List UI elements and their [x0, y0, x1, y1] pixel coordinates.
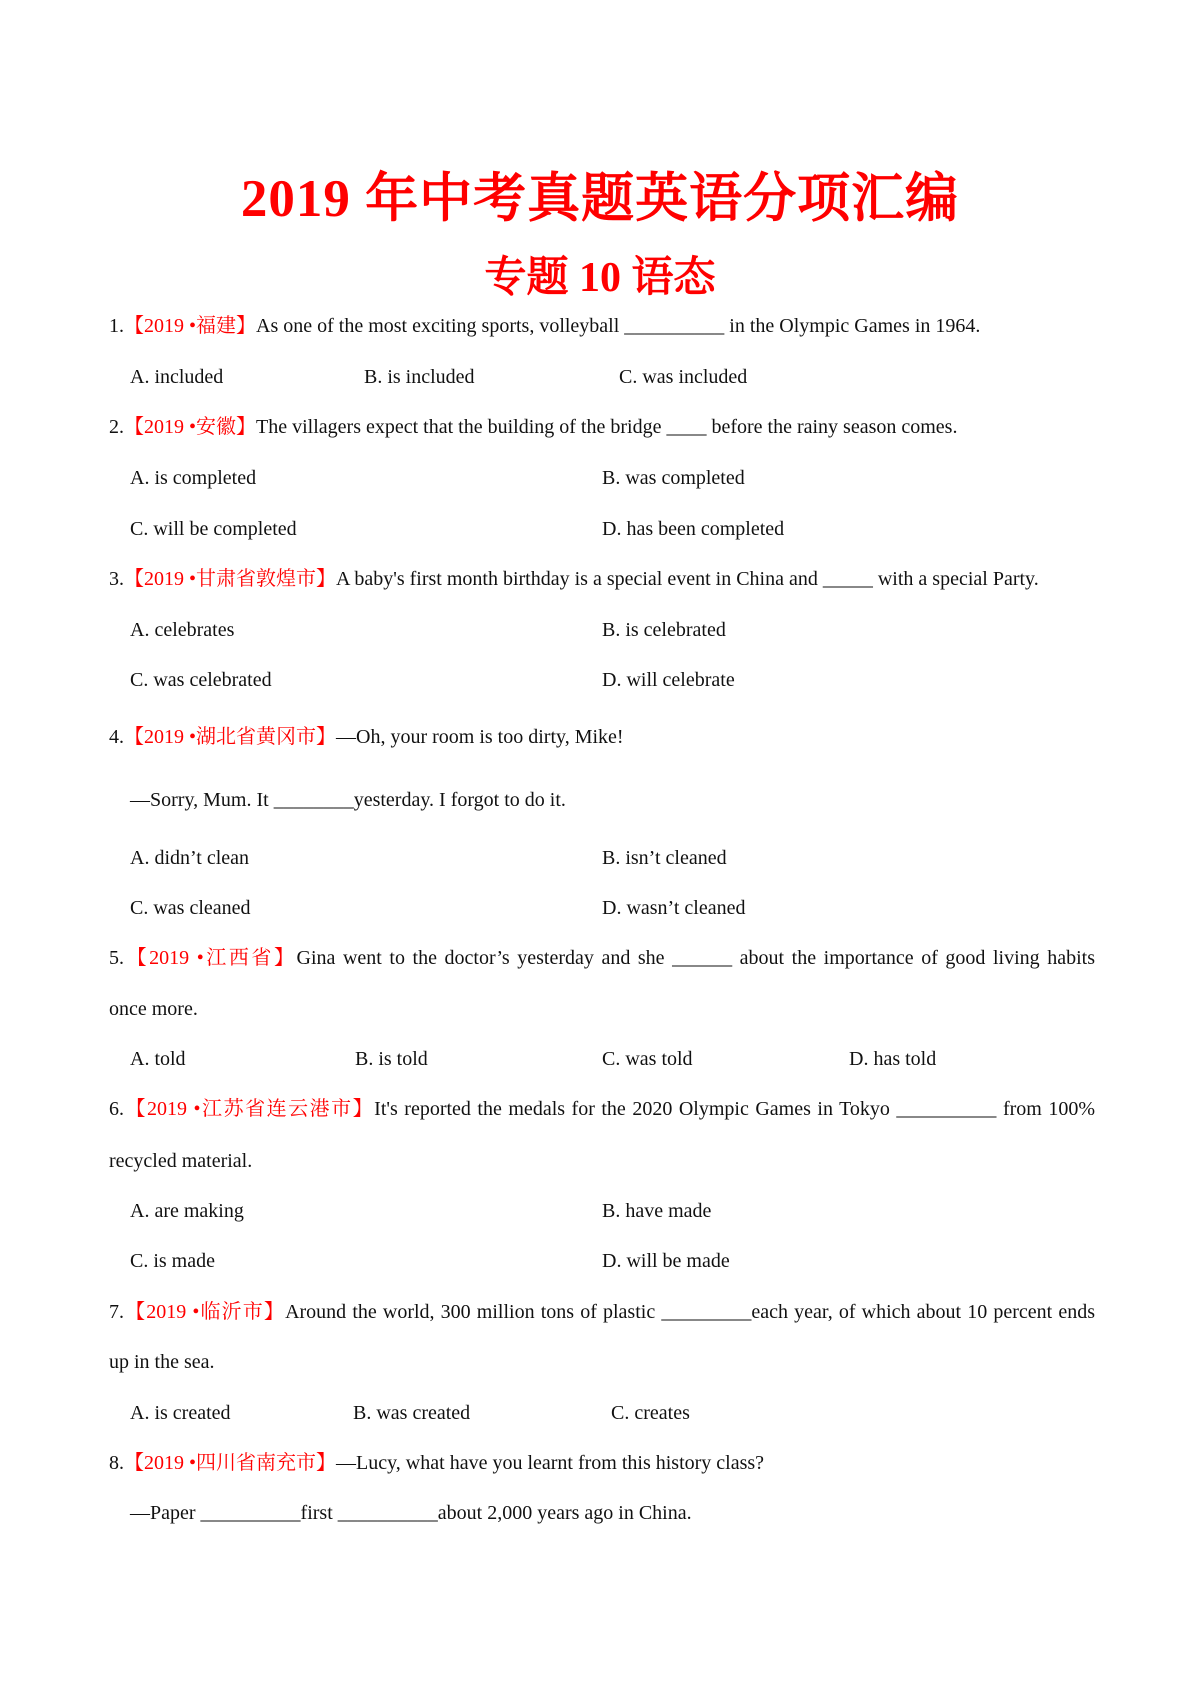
- answer-option: A. told: [130, 1048, 186, 1070]
- answer-option: C. was cleaned: [130, 897, 251, 919]
- question-source: 【2019 •甘肃省敦煌市】: [124, 568, 337, 590]
- answer-option: A. are making: [130, 1200, 244, 1222]
- answer-option: C. was celebrated: [130, 669, 272, 691]
- answer-option: A. celebrates: [130, 619, 235, 641]
- question-text: —Lucy, what have you learnt from this history class?: [336, 1452, 765, 1474]
- question-number: 8.: [109, 1452, 124, 1474]
- answer-option: C. will be completed: [130, 518, 297, 540]
- answer-option: B. was completed: [602, 467, 745, 489]
- question-source: 【2019 •湖北省黄冈市】: [124, 726, 337, 748]
- question-text: up in the sea.: [109, 1351, 215, 1373]
- answer-option: B. is celebrated: [602, 619, 726, 641]
- page-subtitle: 专题 10 语态: [484, 255, 716, 301]
- page-title: 2019 年中考真题英语分项汇编: [240, 170, 960, 228]
- question-number: 6.: [109, 1098, 124, 1120]
- answer-option: B. is told: [355, 1048, 428, 1070]
- question-source: 【2019 •江苏省连云港市】: [124, 1098, 375, 1120]
- question-text: Around the world, 300 million tons of plastic _________each year, of which about 10 percent ends: [285, 1301, 1095, 1323]
- question-source: 【2019 •临沂市】: [124, 1301, 286, 1323]
- question-text: —Oh, your room is too dirty, Mike!: [336, 726, 624, 748]
- question-3-stem-line: [109, 566, 1039, 592]
- question-6-stem-line: [109, 1148, 252, 1174]
- question-5-stem-line: [109, 996, 198, 1022]
- answer-option: A. didn’t clean: [130, 847, 250, 869]
- question-8-stem-line: [130, 1500, 692, 1526]
- answer-option: C. is made: [130, 1250, 215, 1272]
- question-text: As one of the most exciting sports, volleyball __________ in the Olympic Games in 1964.: [256, 315, 981, 337]
- question-7-stem-line: [109, 1349, 215, 1375]
- question-6-stem-line: [109, 1096, 1095, 1122]
- question-number: 2.: [109, 416, 124, 438]
- answer-option: B. isn’t cleaned: [602, 847, 727, 869]
- answer-option: D. will be made: [602, 1250, 730, 1272]
- question-7-stem-line: [109, 1299, 1095, 1325]
- question-number: 5.: [109, 947, 124, 969]
- question-text: —Sorry, Mum. It ________yesterday. I forgot to do it.: [130, 789, 566, 811]
- answer-option: C. creates: [611, 1402, 690, 1424]
- answer-option: C. was included: [619, 366, 748, 388]
- answer-option: D. has been completed: [602, 518, 785, 540]
- question-number: 4.: [109, 726, 124, 748]
- answer-option: D. will celebrate: [602, 669, 735, 691]
- answer-option: B. have made: [602, 1200, 712, 1222]
- question-1-stem-line: [109, 313, 980, 339]
- question-source: 【2019 •安徽】: [124, 416, 257, 438]
- question-number: 1.: [109, 315, 124, 337]
- question-text: once more.: [109, 998, 198, 1020]
- question-5-stem-line: [109, 945, 1095, 971]
- question-4-stem-line: [109, 724, 624, 750]
- question-text: The villagers expect that the building of the bridge ____ before the rainy season comes.: [256, 416, 958, 438]
- question-2-stem-line: [109, 414, 957, 440]
- question-source: 【2019 •江西省】: [124, 947, 297, 969]
- answer-option: D. has told: [849, 1048, 937, 1070]
- question-number: 7.: [109, 1301, 124, 1323]
- question-text: A baby's first month birthday is a special event in China and _____ with a special Party.: [336, 568, 1039, 590]
- answer-option: A. is completed: [130, 467, 257, 489]
- question-text: recycled material.: [109, 1150, 253, 1172]
- question-source: 【2019 •福建】: [124, 315, 257, 337]
- answer-option: D. wasn’t cleaned: [602, 897, 746, 919]
- answer-option: B. was created: [353, 1402, 471, 1424]
- question-source: 【2019 •四川省南充市】: [124, 1452, 337, 1474]
- question-text: It's reported the medals for the 2020 Olympic Games in Tokyo __________ from 100%: [374, 1098, 1095, 1120]
- answer-option: A. included: [130, 366, 224, 388]
- question-text: —Paper __________first __________about 2,000 years ago in China.: [130, 1502, 692, 1524]
- answer-option: B. is included: [364, 366, 475, 388]
- question-8-stem-line: [109, 1450, 764, 1476]
- question-text: Gina went to the doctor’s yesterday and she ______ about the importance of good living habits: [296, 947, 1095, 969]
- question-number: 3.: [109, 568, 124, 590]
- question-4-stem-line: [130, 787, 566, 813]
- answer-option: C. was told: [602, 1048, 693, 1070]
- answer-option: A. is created: [130, 1402, 231, 1424]
